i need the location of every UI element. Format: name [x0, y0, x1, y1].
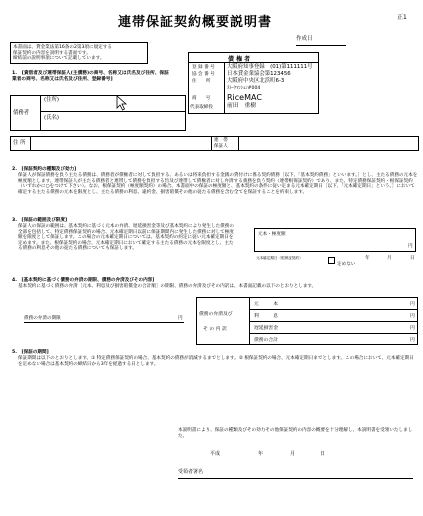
- lender-address-value-2: ｽﾄｰｸﾏﾝｼｮﾝ#004: [227, 86, 261, 91]
- principal-limit-label: 元本・極度額: [258, 232, 286, 237]
- debtor-name-label: (氏名): [44, 115, 59, 121]
- receipt-statement: 本説明書により、保証の種類及びその効力その他保証契約の内容の概要を十分理解し、本説明書を受領いたしました。: [178, 428, 413, 439]
- section1-heading: 1. [貸借者及び連帯保証人(主債務)の商号、名称又は氏名及び住所、保証業者の商号、名称又は氏名及び住所、登録番号]: [12, 71, 169, 82]
- breakdown-row-2: [249, 321, 418, 322]
- lender-registration-label: 登 録 番 号: [192, 65, 215, 70]
- intro-line-1: 本書面は、貸金業法第16条の2第3項に規定する: [13, 45, 112, 50]
- breakdown-label-2: そ の 内 訳: [203, 327, 227, 332]
- breakdown-label-1: 債務の弁済及び: [199, 312, 233, 317]
- guarantor-address-label: 住 所: [13, 140, 26, 146]
- repayment-deadline-line: [24, 322, 184, 323]
- receiver-signature-label: 受領者署名: [178, 469, 204, 475]
- lender-association-value: 日本貸金業協会第123456: [227, 71, 291, 77]
- section4-body: 基本契約に基づく債務の弁済［元本、利息及び損害賠償金の合計額］の期限、債務の弁済及びその内訳は、本書面記載の以下のとおりとします。: [18, 284, 317, 289]
- repayment-deadline-label: 債務の弁済の期限: [24, 316, 61, 321]
- not-set-checkbox[interactable]: [328, 257, 335, 264]
- section2-body: 保証人が保証債務を負う主たる債務は、債務者が債権者に対して負担する、あるいは将来負担する金銭の貸付けに係る契約債務［以下、「基本契約債務」といいます。］とし、主たる債務の元本を極度額とします。連帯保証人が主たる債務者と連帯して債務を負担する旨及び連帯して債権者に対し弁済する義務を負う契約（連帯根保証契約）であり、また、特定債務保証契約・根保証契約（いずれかに○をつけて下さい）。なお、根保証契約（極度額契約）の場合、本書面中の保証の極度額と、基本契約の条件に従い定まる元本確定期日［以下、「元本確定期日」という。］において確定する主たる債務の元本を限度とし、主たる債務の利息、違約金、損害賠償その他の従たる債務を含む全てを保証することを約束します。: [18, 173, 418, 195]
- debtor-box: [10, 95, 186, 131]
- lender-heading-line: [188, 62, 319, 63]
- breakdown-row-3: [249, 333, 418, 334]
- lender-association-label: 協 会 番 号: [192, 72, 215, 77]
- confirmation-day: 日: [410, 256, 415, 261]
- receipt-year: 年: [258, 451, 264, 457]
- receipt-day: 日: [320, 451, 326, 457]
- guarantor-divider-2: [211, 136, 212, 151]
- intro-line-3: 締結前の説明事項について記載しています。: [13, 56, 105, 61]
- debtor-row-divider: [40, 111, 186, 112]
- interest-label: 利 息: [254, 314, 278, 319]
- lender-representative-label: 代表取締役: [190, 105, 213, 110]
- principal-unit: 円: [410, 302, 415, 307]
- debtor-address-label: (住所): [44, 97, 59, 103]
- receiver-signature-line[interactable]: [178, 478, 413, 479]
- lender-tradename-value: RiceMAC: [227, 93, 262, 102]
- debtor-divider: [40, 95, 41, 131]
- lender-address-label: 住 所: [192, 79, 211, 84]
- lender-representative-value: 前田 重樹: [227, 103, 256, 109]
- interest-unit: 円: [410, 314, 415, 319]
- section2-heading: 2. [保証契約の種類及び効力]: [12, 167, 77, 172]
- section3-heading: 3. [保証の範囲及び限度]: [12, 218, 68, 223]
- total-label: 債務の合計: [254, 338, 278, 343]
- late-fee-label: 遅延損害金: [254, 326, 278, 331]
- confirmation-month: 月: [387, 256, 392, 261]
- lender-divider: [224, 62, 225, 114]
- guarantor-label: 連 帯 保証人: [214, 138, 228, 149]
- principal-limit-unit: 円: [408, 244, 413, 249]
- breakdown-row-1: [249, 309, 418, 310]
- not-set-label: 定めない: [337, 262, 356, 267]
- cursor-icon: [116, 95, 128, 111]
- late-fee-unit: 円: [410, 326, 415, 331]
- section5-body: 保証期間は以下のとおりとします。① 特定債務保証契約の場合、基本契約の債務が消滅するまでとします。② 根保証契約の場合、元本確定期日までとします。この場合において、元本確定期日を定めない場合は基本契約の締結日から3年を経過する日とします。: [18, 356, 414, 367]
- section4-heading: 4. [基本契約に基づく債務の弁済の期限、債務の弁済及びその内容]: [12, 278, 155, 283]
- principal-label: 元 本: [254, 302, 278, 307]
- guarantor-divider-3: [238, 136, 239, 151]
- total-unit: 円: [410, 338, 415, 343]
- guarantor-divider-1: [30, 136, 31, 151]
- lender-heading: 債 権 者: [228, 56, 251, 63]
- section5-heading: 5. [保証の期間]: [12, 350, 49, 355]
- intro-line-2: 保証契約の内容を説明する書面です。: [13, 50, 91, 56]
- lender-registration-value: 大阪府知事登録 (01)第111111号: [227, 64, 313, 70]
- copy-label: 正1: [397, 14, 407, 21]
- lender-address-value: 大阪府中央区北浜町6-3: [227, 78, 285, 84]
- creation-date-label: 作成日: [296, 36, 313, 42]
- confirmation-date-label: 元本確定期日（根保証契約）: [256, 256, 303, 260]
- receipt-month: 月: [290, 451, 296, 457]
- receipt-era: 平成: [210, 451, 221, 457]
- repayment-deadline-unit: 円: [178, 316, 183, 321]
- section3-body: 保証人の保証の範囲は、基本契約に基づく元本の弁済、遅延損害金等及び基本契約により発生した債務の全部を包括して、特定債務保証契約の場合、元本確定期日以前に保証期間内に発生した債務に対して極度額を限度として保証します。この場合の元本確定期日については、基本契約の約定に従い元本確定期日を定めます。また、根保証契約の場合、元本確定期日において確定する主たる債務の元本を限度とし、主たる債務の利息その他の従たる債務についても保証します。: [18, 224, 234, 252]
- lender-tradename-label: 商 号: [192, 96, 211, 101]
- debtor-label: 債務者: [13, 110, 30, 116]
- confirmation-year: 年: [365, 256, 370, 261]
- date-underline: [296, 45, 346, 46]
- page-title: 連帯保証契約概要説明書: [118, 15, 273, 30]
